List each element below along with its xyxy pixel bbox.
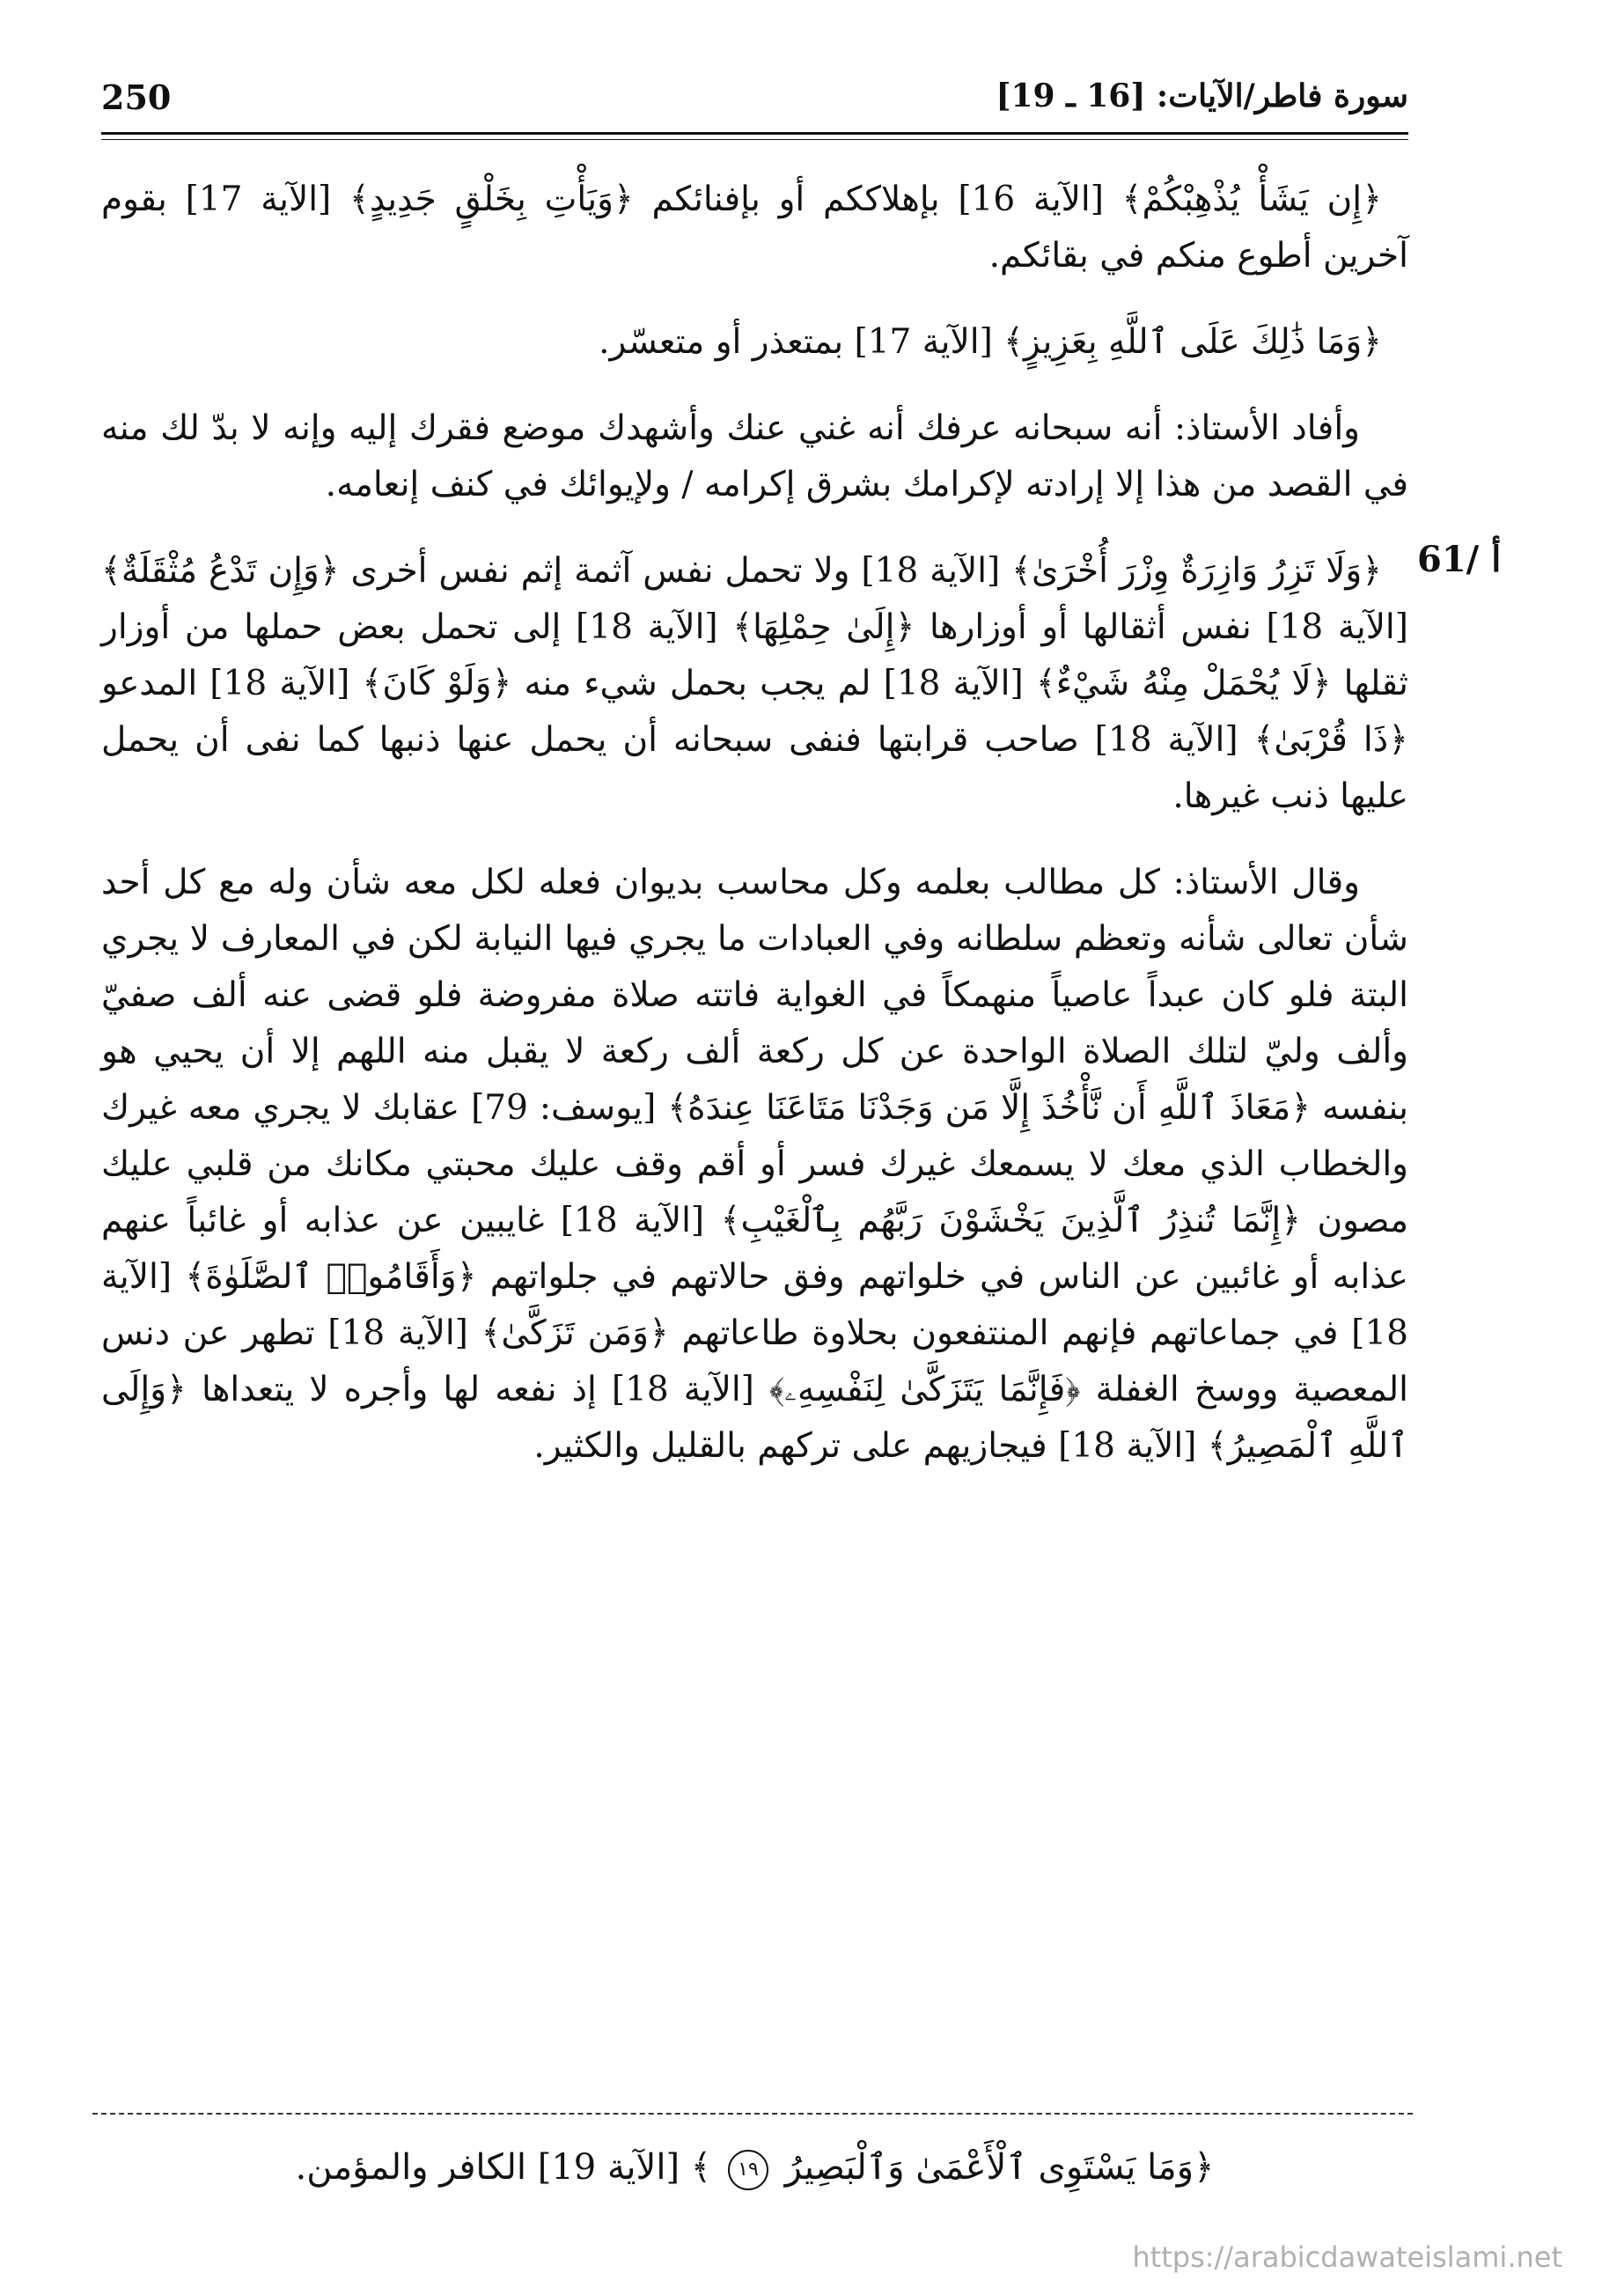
closing-verse-commentary: [الآية 19] الكافر والمؤمن. <box>295 2147 680 2188</box>
paragraph-ustadh-1: وأفاد الأستاذ: أنه سبحانه عرفك أنه غني عنك وأشهدك موضع فقرك إليه وإنه لا بدّ لك منه في القصد من هذا إلا إرادته لإكرامك بشرق إكرامه / ولإيوائك في كنف إنعامه. <box>101 408 1408 504</box>
paragraph-verse-16: ﴿إِن يَشَأْ يُذْهِبْكُمْ﴾ [الآية 16] بإهلاككم أو بإفنائكم ﴿وَيَأْتِ بِخَلْقٍ جَدِيدٍ﴾ [الآية 17] بقوم آخرين أطوع منكم في بقائكم. <box>101 180 1408 276</box>
paragraph-verse-17: ﴿وَمَا ذَٰلِكَ عَلَى ٱللَّهِ بِعَزِيزٍ﴾ [الآية 17] بمتعذر أو متعسّر. <box>599 322 1382 362</box>
closing-verse-bracket: ﴾ <box>690 2147 712 2188</box>
header-rule-thin <box>101 139 1408 140</box>
paragraph-verse-18: ﴿وَلَا تَزِرُ وَازِرَةٌ وِزْرَ أُخْرَىٰ﴾ [الآية 18] ولا تحمل نفس آثمة إثم نفس أخرى ﴿وَإِن تَدْعُ مُثْقَلَةٌ﴾ [الآية 18] نفس أثقالها أو أوزارها ﴿إِلَىٰ حِمْلِهَا﴾ [الآية 18] إلى تحمل بعض حملها من أوزار ثقلها ﴿لَا يُحْمَلْ مِنْهُ شَيْءٌ﴾ [الآية 18] لم يجب بحمل شيء منه ﴿وَلَوْ كَانَ﴾ [الآية 18] المدعو ﴿ذَا قُرْبَىٰ﴾ [الآية 18] صاحب قرابتها فنفى سبحانه أن يحمل عنها ذنبها كما نفى أن يحمل عليها ذنب غيرها. <box>101 551 1408 816</box>
header-rule-thick <box>101 132 1408 135</box>
running-title: سورة فاطر/الآيات: [16 ـ 19] <box>996 77 1408 114</box>
page-header <box>101 77 1408 130</box>
page-number: 250 <box>101 77 172 117</box>
dashed-separator <box>92 2113 1413 2115</box>
watermark-url: https://arabicdawateislami.net <box>1132 2240 1562 2274</box>
closing-verse-text: ﴿وَمَا يَسْتَوِى ٱلْأَعْمَىٰ وَٱلْبَصِيرُ <box>784 2147 1215 2188</box>
closing-verse-line <box>101 2139 1408 2196</box>
margin-folio-note: 61/ أ <box>1417 539 1502 580</box>
paragraph-ustadh-2: وقال الأستاذ: كل مطالب بعلمه وكل محاسب بديوان فعله لكل معه شأن وله مع كل أحد شأن تعالى شأنه وتعظم سلطانه وفي العبادات ما يجري فيها النيابة لكن في المعارف لا يجري البتة فلو كان عبداً عاصياً منهمكاً في الغواية فاتته صلاة مفروضة فلو قضى عنه ألف صفيّ وألف وليّ لتلك الصلاة الواحدة عن كل ركعة ألف ركعة لا يقبل منه اللهم إلا أن يحيي هو بنفسه ﴿مَعَاذَ ٱللَّهِ أَن نَّأْخُذَ إِلَّا مَن وَجَدْنَا مَتَاعَنَا عِندَهُ﴾ [يوسف: 79] عقابك لا يجري معه غيرك والخطاب الذي معك لا يسمعك غيرك فسر أو أقم وقف عليك محبتي مكانك من قلبي عليك مصون ﴿إِنَّمَا تُنذِرُ ٱلَّذِينَ يَخْشَوْنَ رَبَّهُم بِٱلْغَيْبِ﴾ [الآية 18] غايبين عن عذابه أو غائباً عنهم عذابه أو غائبين عن الناس في خلواتهم وفق حالاتهم في جلواتهم ﴿وَأَقَامُوا۟ ٱلصَّلَوٰةَ﴾ [الآية 18] في جماعاتهم فإنهم المنتفعون بحلاوة طاعاتهم ﴿وَمَن تَزَكَّىٰ﴾ [الآية 18] تطهر عن دنس المعصية ووسخ الغفلة ﴿فَإِنَّمَا يَتَزَكَّىٰ لِنَفْسِهِۦ﴾ [الآية 18] إذ نفعه لها وأجره لا يتعداها ﴿وَإِلَى ٱللَّهِ ٱلْمَصِيرُ﴾ [الآية 18] فيجازيهم على تركهم بالقليل والكثير. <box>101 863 1408 1466</box>
verse-number-marker: ١٩ <box>728 2150 768 2190</box>
page-body <box>101 172 1408 1504</box>
